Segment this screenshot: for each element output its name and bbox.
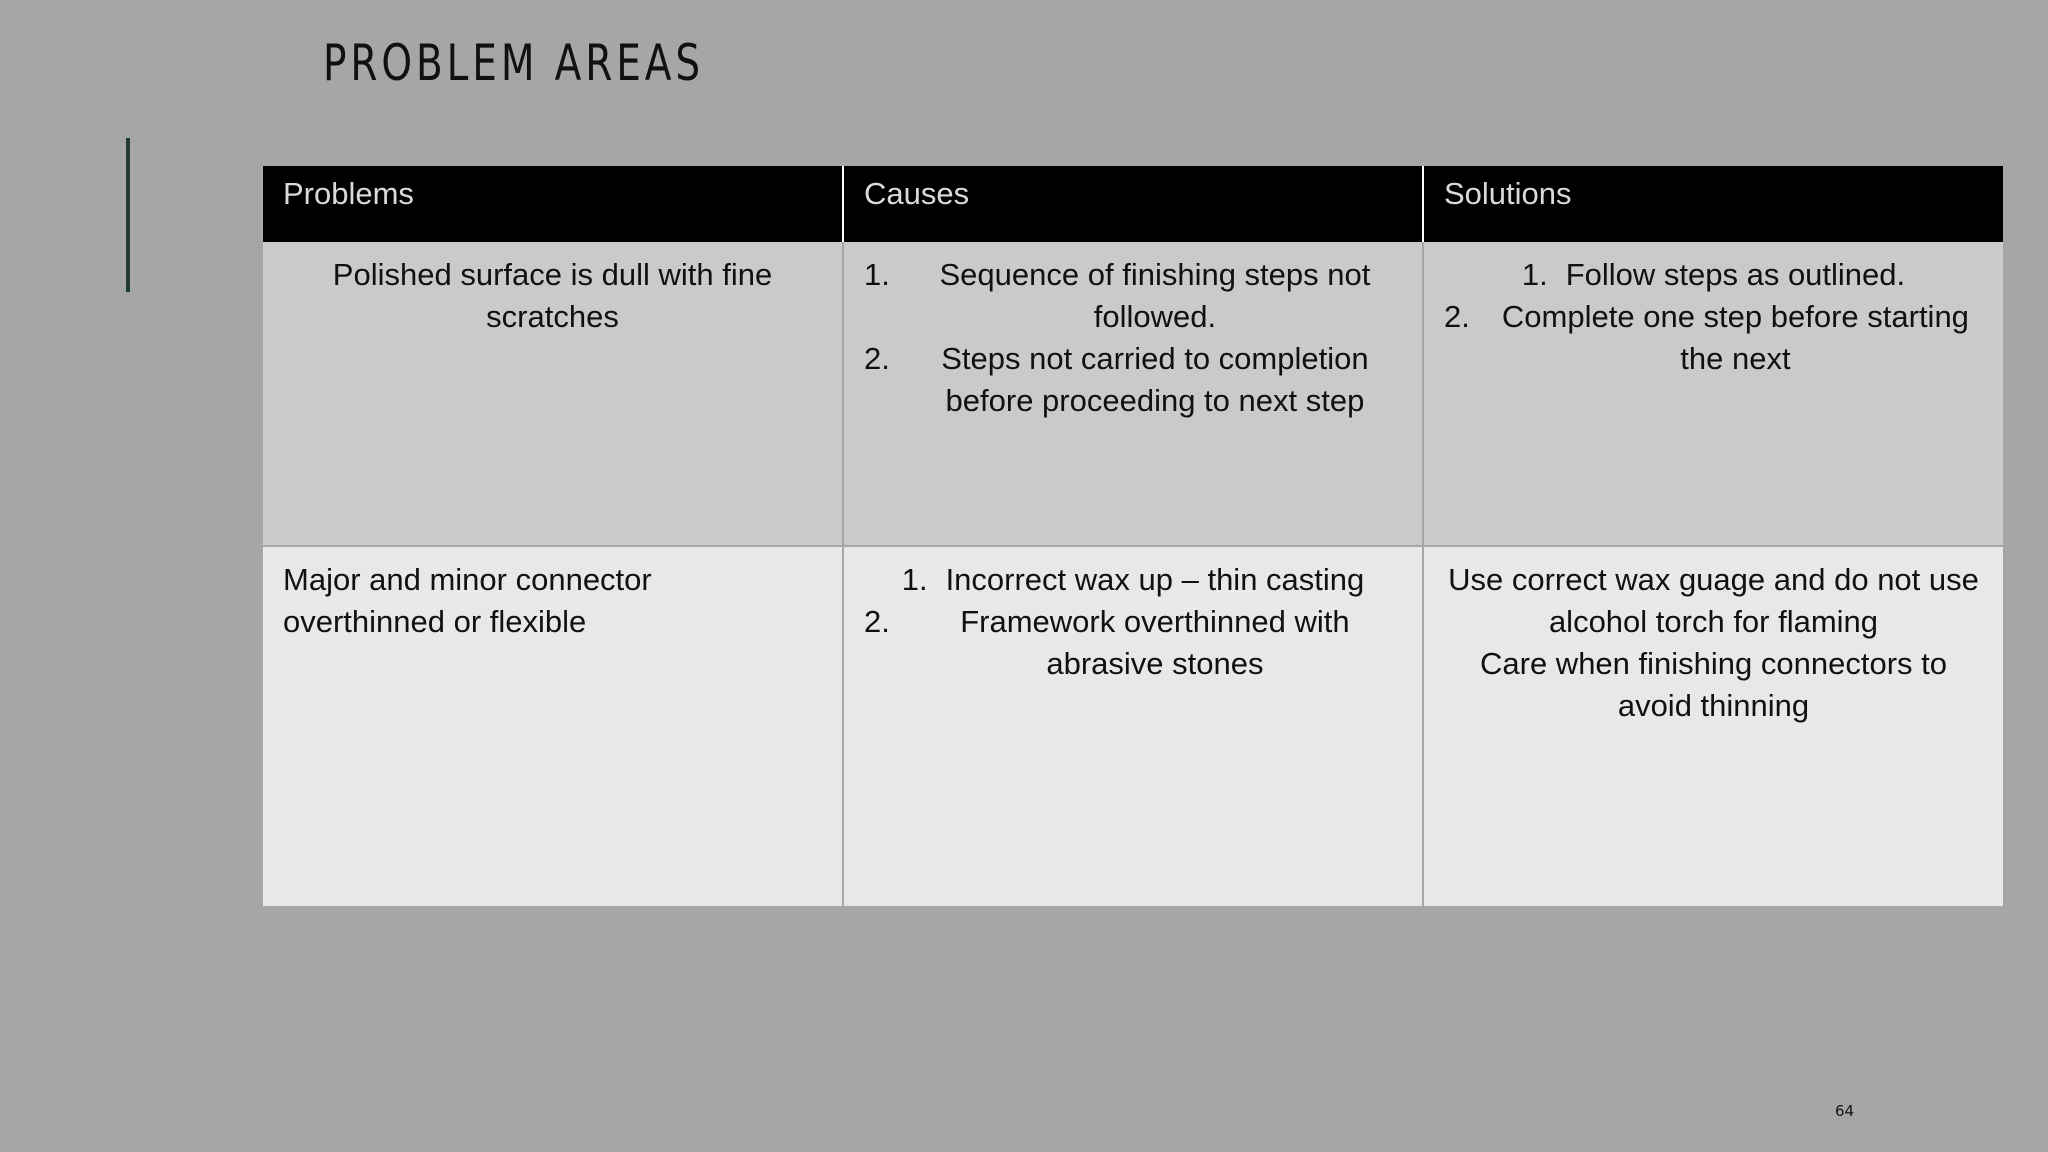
solutions-cell	[1423, 242, 2003, 546]
problem-text: Polished surface is dull with fine scratches	[332, 257, 773, 334]
table-header-row	[263, 166, 2003, 242]
list-number: 1.	[901, 562, 928, 597]
list-number: 1.	[864, 257, 890, 292]
solutions-list	[1444, 254, 1983, 380]
list-text: Sequence of finishing steps not followed.	[939, 257, 1371, 334]
list-item	[1444, 296, 1983, 380]
list-number: 2.	[864, 341, 890, 376]
list-item	[864, 338, 1402, 422]
solutions-cell	[1423, 546, 2003, 906]
causes-list	[864, 254, 1402, 422]
list-number: 2.	[864, 604, 890, 639]
causes-cell	[843, 242, 1423, 546]
list-number: 1.	[1521, 257, 1548, 292]
solution-line: Use correct wax guage and do not use alcohol torch for flaming	[1448, 562, 1979, 639]
list-text: Incorrect wax up – thin casting	[945, 562, 1365, 597]
problem-text: Major and minor connector overthinned or flexible	[283, 562, 652, 639]
problem-cell	[263, 546, 843, 906]
header-solutions: Solutions	[1423, 166, 2003, 242]
list-item	[1444, 254, 1983, 296]
solution-line: Care when finishing connectors to avoid thinning	[1480, 646, 1947, 723]
problem-table	[263, 166, 2003, 906]
header-problems: Problems	[263, 166, 843, 242]
header-causes: Causes	[843, 166, 1423, 242]
list-text: Complete one step before starting the next	[1501, 299, 1969, 376]
list-text: Framework overthinned with abrasive stones	[960, 604, 1350, 681]
causes-cell	[843, 546, 1423, 906]
slide-title: PROBLEM AREAS	[323, 34, 705, 92]
list-item	[864, 559, 1402, 601]
problem-cell	[263, 242, 843, 546]
list-item	[864, 601, 1402, 685]
list-text: Follow steps as outlined.	[1565, 257, 1906, 292]
causes-list	[864, 559, 1402, 685]
page-number: 64	[1835, 1102, 1855, 1120]
table-row	[263, 242, 2003, 546]
table-row	[263, 546, 2003, 906]
accent-bar	[126, 138, 130, 292]
list-number: 2.	[1444, 299, 1470, 334]
list-text: Steps not carried to completion before proceeding to next step	[941, 341, 1369, 418]
list-item	[864, 254, 1402, 338]
